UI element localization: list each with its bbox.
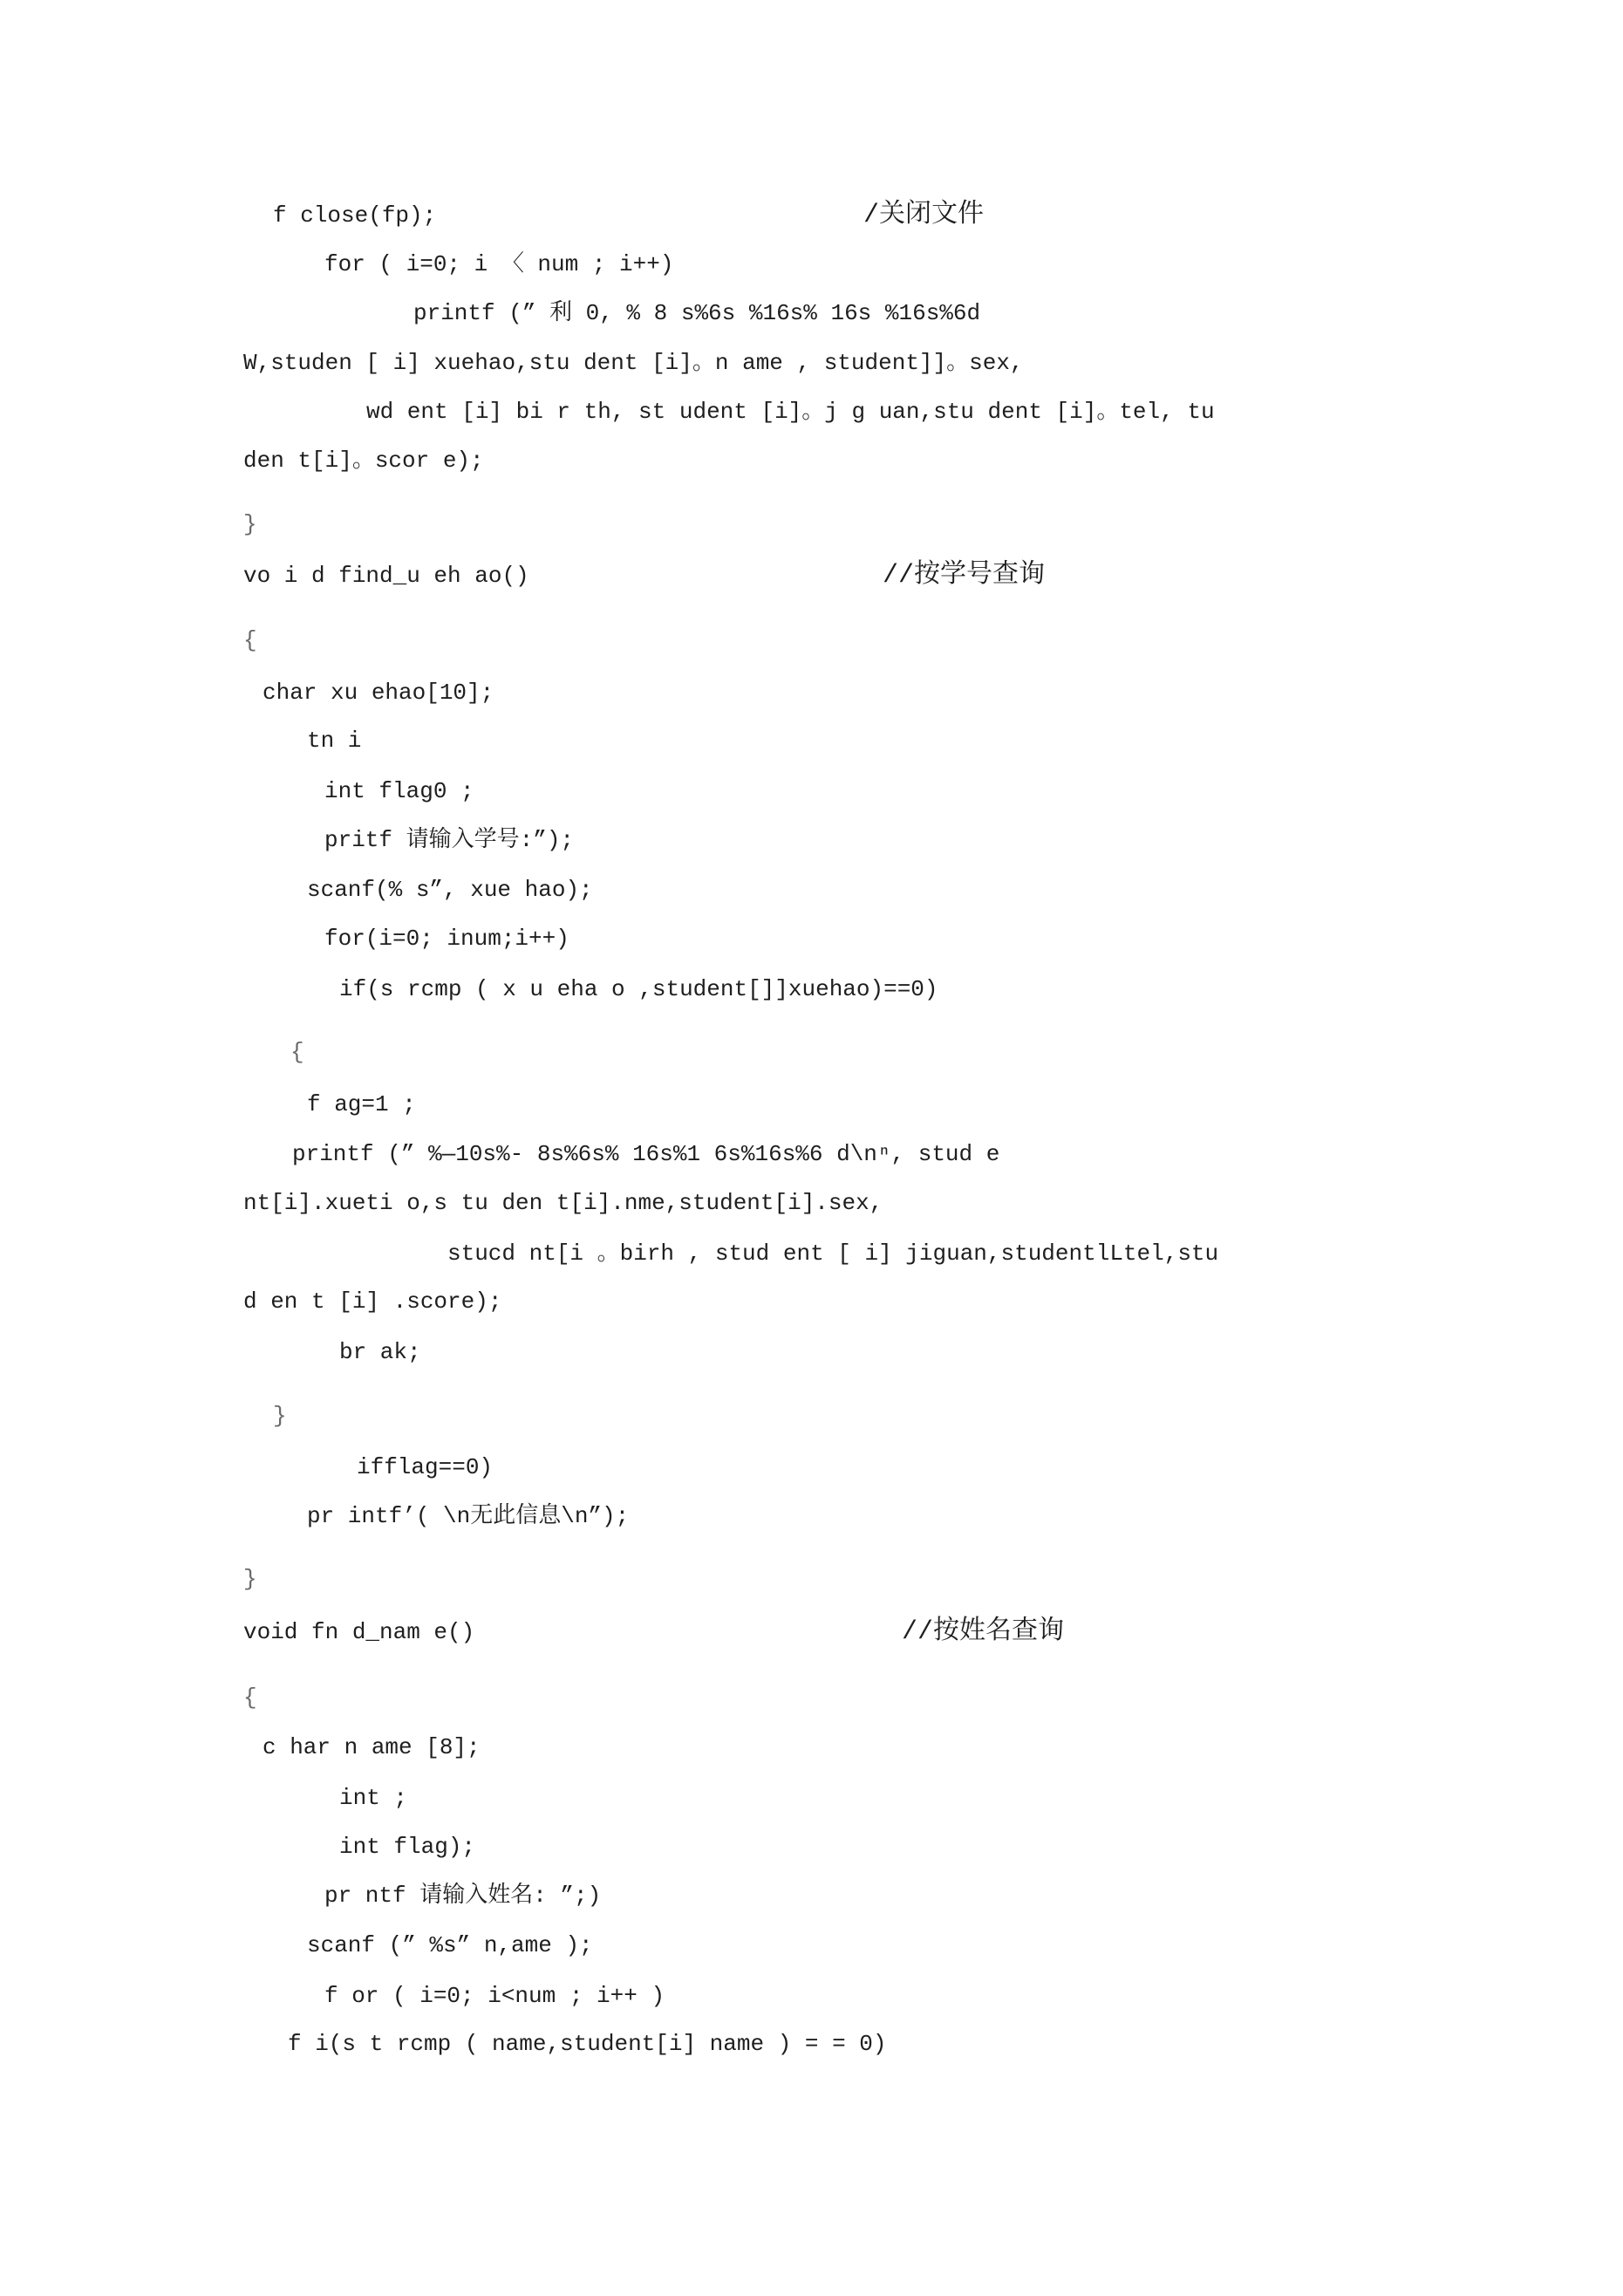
code-line: } — [273, 1403, 287, 1429]
code-comment: /关闭文件 — [863, 201, 985, 230]
code-line: f i(s t rcmp ( name,student[i] name ) = = 0) — [288, 2031, 887, 2057]
code-line: stucd nt[i 。birh , stud ent [ i] jiguan,studentlLtel,stu — [447, 1240, 1219, 1267]
code-line: f ag=1 ; — [307, 1091, 416, 1117]
code-line: printf (” %—10s%- 8s%6s% 16s%1 6s%16s%6 d\nⁿ, stud e — [292, 1141, 1000, 1167]
code-line: wd ent [i] bi r th, st udent [i]。j g uan,stu dent [i]。tel, tu — [366, 399, 1215, 425]
code-line: { — [290, 1039, 304, 1065]
code-line: f or ( i=0; i<num ; i++ ) — [324, 1983, 665, 2009]
code-comment: //按姓名查询 — [902, 1617, 1065, 1647]
code-line: { — [243, 1684, 257, 1711]
code-line: printf (” 利 0, % 8 s%6s %16s% 16s %16s%6d — [413, 300, 981, 326]
code-line: if(s rcmp ( x u eha o ,student[]]xuehao)==0) — [339, 976, 938, 1002]
code-line: f close(fp); — [273, 202, 437, 229]
code-line: tn i — [307, 728, 362, 754]
code-comment: //按学号查询 — [883, 561, 1046, 591]
code-line: pr intf’( \n无此信息\n”); — [307, 1503, 630, 1529]
code-line: ifflag==0) — [357, 1454, 494, 1480]
code-line: scanf (” %s” n,ame ); — [307, 1932, 593, 1958]
code-line: d en t [i] .score); — [243, 1288, 502, 1315]
code-line: nt[i].xueti o,s tu den t[i].nme,student[i].sex, — [243, 1190, 883, 1216]
code-line: } — [243, 1566, 257, 1592]
code-line: for ( i=0; i 〈 num ; i++) — [324, 251, 674, 277]
code-line: pritf 请输入学号:”); — [324, 827, 575, 853]
code-line: scanf(% s”, xue hao); — [307, 877, 593, 903]
code-line: for(i=0; inum;i++) — [324, 926, 569, 952]
code-line: } — [243, 511, 257, 537]
code-line: { — [243, 627, 257, 653]
code-line: br ak; — [339, 1339, 421, 1365]
code-line: den t[i]。scor e); — [243, 448, 484, 474]
code-line: int flag); — [339, 1834, 476, 1860]
code-line: void fn d_nam e() — [243, 1619, 475, 1645]
code-line: int flag0 ; — [324, 778, 474, 804]
code-line: char xu ehao[10]; — [263, 680, 494, 706]
code-line: c har n ame [8]; — [263, 1734, 481, 1760]
code-line: vo i d find_u eh ao() — [243, 563, 529, 589]
code-line: pr ntf 请输入姓名: ”;) — [324, 1883, 602, 1909]
code-line: int ; — [339, 1785, 408, 1811]
code-line: W,studen [ i] xuehao,stu dent [i]。n ame , student]]。sex, — [243, 350, 1024, 376]
